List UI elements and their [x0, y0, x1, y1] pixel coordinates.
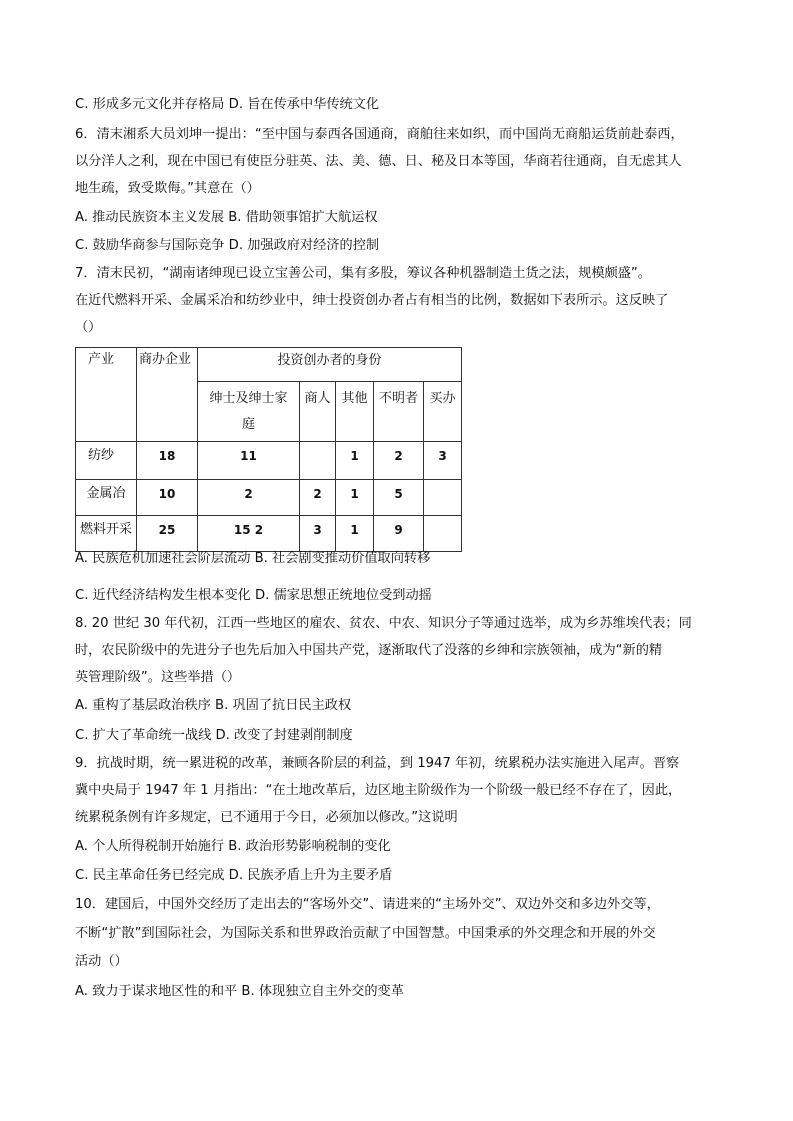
question-10-options-ab: A. 致力于谋求地区性的和平 B. 体现独立自主外交的变革 — [75, 984, 404, 999]
question-10-stem-line-3: 活动（） — [75, 954, 128, 969]
question-8-stem-line-3: 英管理阶级”。这些举措（） — [75, 670, 241, 685]
question-9-stem-line-3: 统累税条例有许多规定，已不通用于今日，必须加以修改。”这说明 — [75, 810, 458, 825]
question-7-stem-line-2: 在近代燃料开采、金属采冶和纺纱业中，绅士投资创办者占有相当的比例，数据如下表所示。这反映了 — [75, 293, 669, 308]
header-gentry-line-2: 庭 — [241, 417, 255, 432]
table-row — [76, 442, 462, 480]
cell-other: 1 — [336, 516, 374, 552]
cell-unknown: 9 — [374, 516, 424, 552]
cell-other: 1 — [336, 480, 374, 516]
cell-unknown: 5 — [374, 480, 424, 516]
cell-merchant: 3 — [300, 516, 336, 552]
question-9-stem-line-1: 9．抗战时期，统一累进税的改革，兼顾各阶层的利益，到 1947 年初，统累税办法实施进入尾声。晋察 — [75, 756, 680, 771]
question-6-stem-line-3: 地生疏，致受欺侮。”其意在（） — [75, 181, 260, 196]
question-6-stem-line-2: 以分洋人之利，现在中国已有使臣分驻英、法、美、德、日、秘及日本等国，华商若往通商，自无虑其人 — [75, 154, 682, 169]
header-industry: 产业 — [76, 348, 137, 442]
question-8-stem-line-2: 时，农民阶级中的先进分子也先后加入中国共产党，逐渐取代了没落的乡绅和宗族领袖，成为“新的精 — [75, 643, 663, 658]
header-unknown: 不明者 — [374, 382, 424, 442]
line-q5-options-cd: C. 形成多元文化并存格局 D. 旨在传承中华传统文化 — [75, 97, 380, 112]
question-9-stem-line-2: 冀中央局于 1947 年 1 月指出：“在土地改革后，边区地主阶级作为一个阶级一般已经不存在了，因此， — [75, 783, 682, 798]
header-comprador: 买办 — [424, 382, 462, 442]
header-gentry — [198, 382, 300, 442]
cell-industry: 金属冶 — [76, 480, 137, 516]
header-business: 商办企业 — [137, 348, 198, 442]
header-merchant: 商人 — [300, 382, 336, 442]
question-6-options-ab: A. 推动民族资本主义发展 B. 借助领事馆扩大航运权 — [75, 210, 378, 225]
question-7-options-cd: C. 近代经济结构发生根本变化 D. 儒家思想正统地位受到动摇 — [75, 588, 432, 603]
header-identity: 投资创办者的身份 — [198, 348, 462, 382]
cell-industry: 纺纱 — [76, 442, 137, 480]
cell-business: 25 — [137, 516, 198, 552]
cell-comprador — [424, 516, 462, 552]
cell-comprador: 3 — [424, 442, 462, 480]
question-8-options-ab: A. 重构了基层政治秩序 B. 巩固了抗日民主政权 — [75, 698, 352, 713]
cell-merchant — [300, 442, 336, 480]
cell-gentry: 2 — [198, 480, 300, 516]
question-9-options-cd: C. 民主革命任务已经完成 D. 民族矛盾上升为主要矛盾 — [75, 868, 393, 883]
table-row — [76, 480, 462, 516]
question-8-options-cd: C. 扩大了革命统一战线 D. 改变了封建剥削制度 — [75, 728, 353, 743]
table-row — [76, 516, 462, 552]
investor-identity-table — [75, 347, 462, 552]
cell-other: 1 — [336, 442, 374, 480]
question-6-stem-line-1: 6．清末湘系大员刘坤一提出：“至中国与泰西各国通商，商舶往来如织，而中国尚无商船运货前赴泰西， — [75, 127, 684, 142]
cell-business: 10 — [137, 480, 198, 516]
header-other: 其他 — [336, 382, 374, 442]
cell-gentry: 15 2 — [198, 516, 300, 552]
cell-gentry: 11 — [198, 442, 300, 480]
cell-merchant: 2 — [300, 480, 336, 516]
question-10-stem-line-1: 10．建国后，中国外交经历了走出去的“客场外交”、请进来的“主场外交”、双边外交和多边外交等， — [75, 897, 660, 912]
cell-business: 18 — [137, 442, 198, 480]
question-10-stem-line-2: 不断“扩散”到国际社会，为国际关系和世界政治贡献了中国智慧。中国秉承的外交理念和开展的外交 — [75, 926, 656, 941]
question-7-stem-line-1: 7．清末民初，“湖南诸绅现已设立宝善公司，集有多股，筹议各种机器制造土货之法，规模颇盛”。 — [75, 266, 651, 281]
cell-comprador — [424, 480, 462, 516]
cell-industry: 燃料开采 — [76, 516, 137, 552]
question-7-stem-line-3: （） — [75, 320, 102, 335]
question-9-options-ab: A. 个人所得税制开始施行 B. 政治形势影响税制的变化 — [75, 839, 391, 854]
header-gentry-line-1: 绅士及绅士家 — [209, 391, 288, 406]
question-6-options-cd: C. 鼓励华商参与国际竞争 D. 加强政府对经济的控制 — [75, 238, 380, 253]
cell-unknown: 2 — [374, 442, 424, 480]
question-8-stem-line-1: 8. 20 世纪 30 年代初，江西一些地区的雇农、贫农、中农、知识分子等通过选举，成为乡苏维埃代表；同 — [75, 616, 692, 631]
question-7-options-ab: A. 民族危机加速社会阶层流动 B. 社会剧变推动价值取向转移 — [75, 551, 431, 566]
